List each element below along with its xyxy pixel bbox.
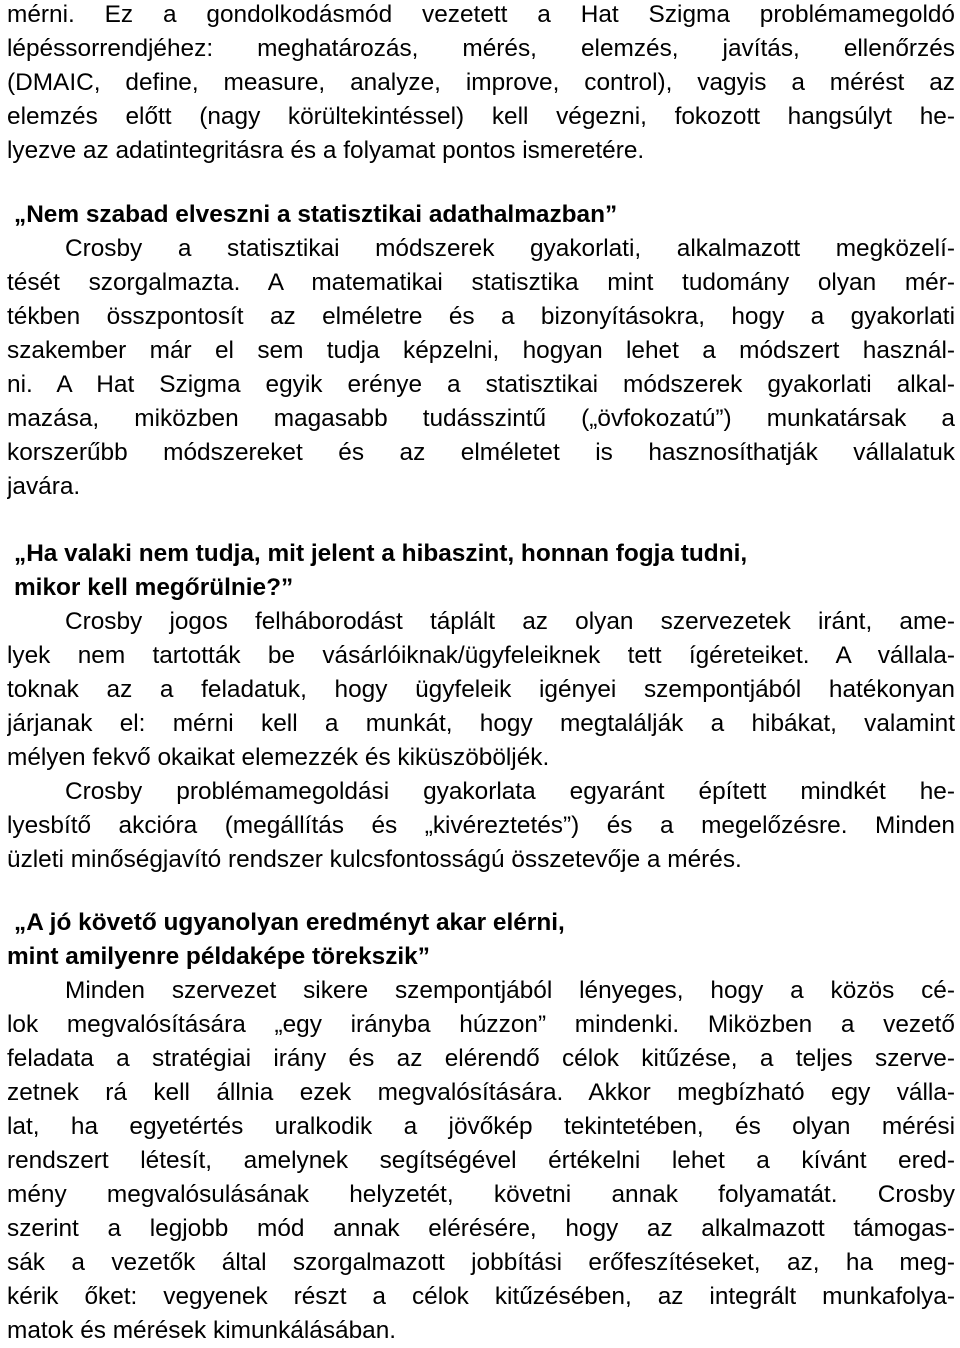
- section-heading: „Ha valaki nem tudja, mit jelent a hibaszint, honnan fogja tudni,: [14, 540, 748, 567]
- section-heading: mint amilyenre példaképe törekszik”: [7, 943, 430, 970]
- text-line: szerint a legjobb mód annak elérésére, hogy az alkalmazott támogas-: [7, 1215, 955, 1242]
- text-line: toknak az a feladatuk, hogy ügyfeleik igényei szempontjából hatékonyan: [7, 676, 955, 703]
- paragraph-1: [7, 0, 955, 168]
- text-line: járjanak el: mérni kell a munkát, hogy megtalálják a hibákat, valamint: [7, 710, 955, 737]
- section-3: [7, 906, 955, 1348]
- text-line: lok megvalósítására „egy irányba húzzon” mindenki. Miközben a vezető: [7, 1011, 955, 1038]
- text-line: tékben összpontosít az elméletre és a bizonyításokra, hogy a gyakorlati: [7, 303, 955, 330]
- text-line: zetnek rá kell állnia ezek megvalósítására. Akkor megbízható egy válla-: [7, 1079, 955, 1106]
- text-line: mazása, miközben magasabb tudásszintű („övfokozatú”) munkatársak a: [7, 405, 955, 432]
- text-line: korszerűbb módszereket és az elméletet is hasznosíthatják vállalatuk: [7, 439, 955, 466]
- text-line: lat, ha egyetértés uralkodik a jövőkép tekintetében, és olyan mérési: [7, 1113, 955, 1140]
- text-line: szakember már el sem tudja képzelni, hogyan lehet a módszert használ-: [7, 337, 955, 364]
- text-line: sák a vezetők által szorgalmazott jobbítási erőfeszítéseket, az, ha meg-: [7, 1249, 955, 1276]
- text-line: feladata a stratégiai irány és az elérendő célok kitűzése, a teljes szerve-: [7, 1045, 955, 1072]
- text-line: ni. A Hat Szigma egyik erénye a statisztikai módszerek gyakorlati alkal-: [7, 371, 955, 398]
- section-heading: mikor kell megőrülnie?”: [14, 574, 294, 601]
- text-line: javára.: [7, 473, 81, 500]
- section-heading: „A jó követő ugyanolyan eredményt akar elérni,: [14, 909, 565, 936]
- text-line: mérni. Ez a gondolkodásmód vezetett a Hat Szigma problémamegoldó: [7, 1, 955, 28]
- text-line: lyezve az adatintegritásra és a folyamat pontos ismeretére.: [7, 137, 645, 164]
- text-line: üzleti minőségjavító rendszer kulcsfontosságú összetevője a mérés.: [7, 846, 742, 873]
- text-line: Minden szervezet sikere szempontjából lényeges, hogy a közös cé-: [65, 977, 955, 1004]
- text-line: lyek nem tartották be vásárlóiknak/ügyfeleiknek tett ígéreteiket. A vállala-: [7, 642, 955, 669]
- text-line: kérik őket: vegyenek részt a célok kitűzésében, az integrált munkafolya-: [7, 1283, 955, 1310]
- section-1: [7, 198, 955, 504]
- text-line: Crosby a statisztikai módszerek gyakorlati, alkalmazott megközelí-: [65, 235, 955, 262]
- text-line: elemzés előtt (nagy körültekintéssel) kell végezni, fokozott hangsúlyt he-: [7, 103, 955, 130]
- text-line: (DMAIC, define, measure, analyze, improve, control), vagyis a mérést az: [7, 69, 955, 96]
- text-line: tését szorgalmazta. A matematikai statisztika mint tudomány olyan mér-: [7, 269, 955, 296]
- text-line: mény megvalósulásának helyzetét, követni annak folyamatát. Crosby: [7, 1181, 955, 1208]
- section-2: [7, 537, 955, 877]
- text-line: lyesbítő akcióra (megállítás és „kivéreztetés”) és a megelőzésre. Minden: [7, 812, 955, 839]
- text-line: mélyen fekvő okaikat elemezzék és kiküszöböljék.: [7, 744, 550, 771]
- text-line: lépéssorrendjéhez: meghatározás, mérés, elemzés, javítás, ellenőrzés: [7, 35, 955, 62]
- text-line: Crosby problémamegoldási gyakorlata egyaránt épített mindkét he-: [65, 778, 955, 805]
- text-line: rendszert létesít, amelynek segítségével értékelni lehet a kívánt ered-: [7, 1147, 955, 1174]
- text-line: matok és mérések kimunkálásában.: [7, 1317, 397, 1344]
- section-heading: „Nem szabad elveszni a statisztikai adathalmazban”: [14, 201, 618, 228]
- text-line: Crosby jogos felháborodást táplált az olyan szervezetek iránt, ame-: [65, 608, 955, 635]
